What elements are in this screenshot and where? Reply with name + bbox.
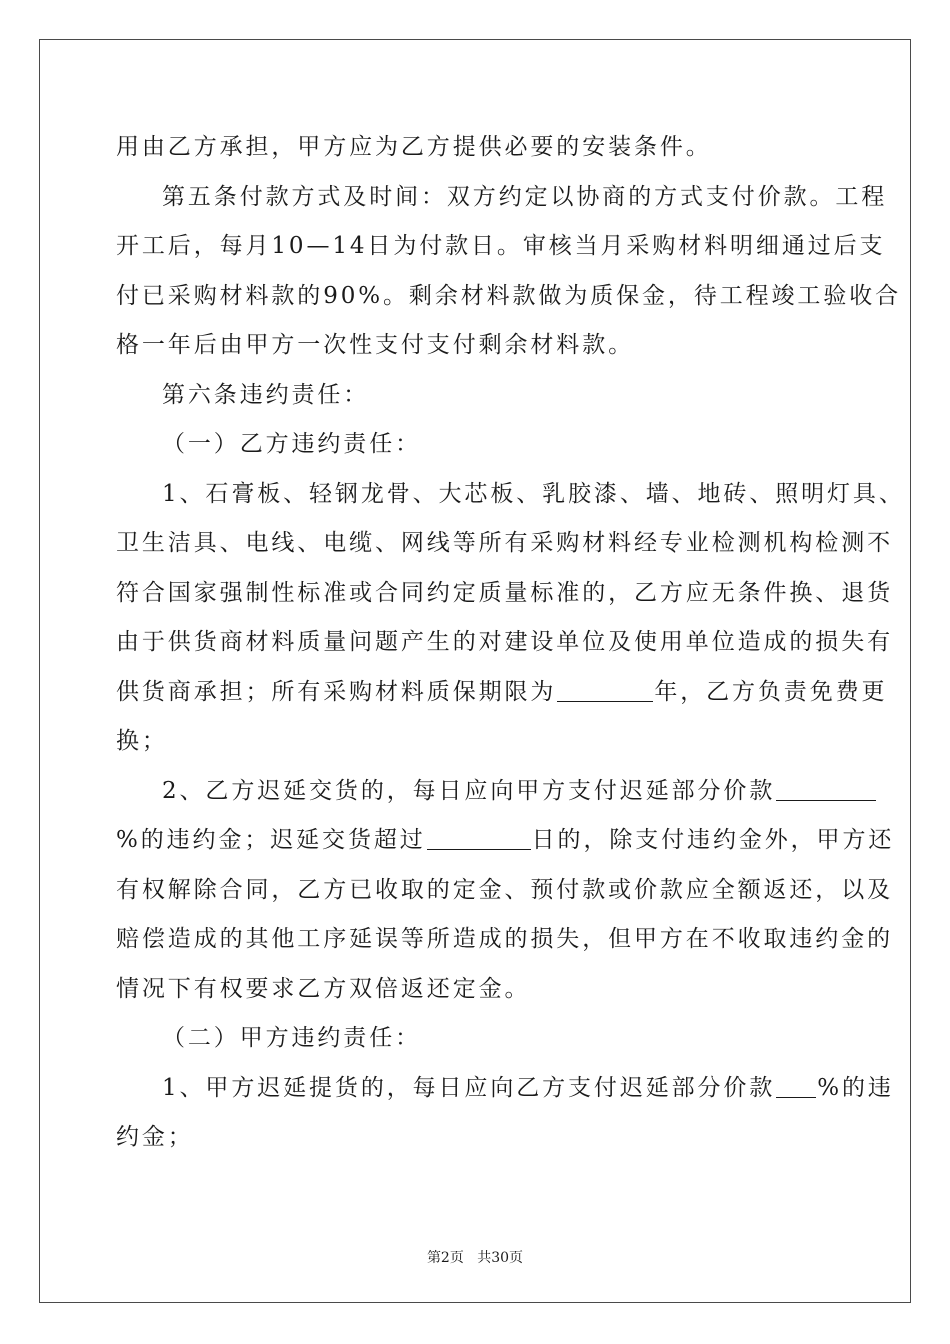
document-body — [116, 123, 905, 1163]
text-line: 情况下有权要求乙方双倍返还定金。 — [116, 975, 531, 1002]
text-line: （一）乙方违约责任： — [162, 431, 421, 457]
text-line: 卫生洁具、电线、电缆、网线等所有采购材料经专业检测机构检测不 — [116, 530, 893, 556]
text-line — [116, 668, 888, 718]
page-footer — [0, 1247, 950, 1267]
text-line: 付已采购材料款的90%。剩余材料款做为质保金，待工程竣工验收合 — [116, 282, 902, 309]
text-line: 第六条违约责任： — [162, 381, 370, 408]
text-segment: %的违约金；迟延交货超过 — [116, 827, 426, 853]
text-line — [116, 1064, 894, 1114]
page-total: 共30页 — [477, 1250, 524, 1266]
text-segment: 日的，除支付违约金外，甲方还 — [531, 827, 895, 853]
text-line: 格一年后由甲方一次性支付支付剩余材料款。 — [116, 332, 634, 358]
text-line: 1、石膏板、轻钢龙骨、大芯板、乳胶漆、墙、地砖、照明灯具、 — [162, 480, 905, 507]
text-segment: 供货商承担；所有采购材料质保期限为 — [116, 678, 557, 705]
fill-in-blank — [776, 1073, 816, 1098]
page-number: 第2页 — [426, 1250, 464, 1266]
text-segment: 1、甲方迟延提货的，每日应向乙方支付迟延部分价款 — [162, 1074, 776, 1101]
text-line: 赔偿造成的其他工序延误等所造成的损失，但甲方在不收取违约金的 — [116, 926, 893, 952]
text-line: 换； — [116, 728, 168, 754]
text-line: 第五条付款方式及时间：双方约定以协商的方式支付价款。工程 — [162, 183, 888, 210]
text-line: 开工后，每月10—14日为付款日。审核当月采购材料明细通过后支 — [116, 233, 886, 259]
text-line: （二）甲方违约责任： — [162, 1025, 421, 1051]
text-line: 符合国家强制性标准或合同约定质量标准的，乙方应无条件换、退货 — [116, 579, 893, 606]
text-segment: 2、乙方迟延交货的，每日应向甲方支付迟延部分价款 — [162, 777, 776, 804]
text-line: 由于供货商材料质量问题产生的对建设单位及使用单位造成的损失有 — [116, 629, 893, 655]
fill-in-blank — [557, 677, 653, 702]
text-line — [116, 816, 895, 866]
text-line: 用由乙方承担，甲方应为乙方提供必要的安装条件。 — [116, 134, 712, 160]
text-segment: 年，乙方负责免费更 — [654, 678, 888, 705]
fill-in-blank — [776, 776, 876, 801]
text-line — [116, 767, 834, 817]
text-line: 有权解除合同，乙方已收取的定金、预付款或价款应全额返还，以及 — [116, 876, 893, 903]
fill-in-blank — [427, 825, 531, 850]
text-segment: %的违 — [817, 1074, 894, 1101]
text-line: 约金； — [116, 1124, 194, 1150]
